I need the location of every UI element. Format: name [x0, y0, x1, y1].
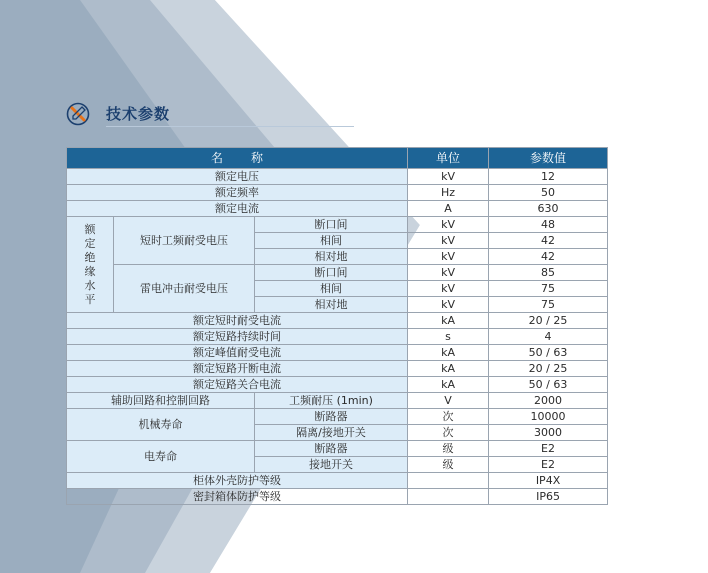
row-name: 断口间 [255, 217, 408, 233]
table-row [67, 201, 608, 217]
row-subname: 工频耐压 (1min) [255, 393, 408, 409]
lightning-impulse-label: 雷电冲击耐受电压 [114, 265, 255, 313]
table-row [67, 313, 608, 329]
row-value: 3000 [489, 425, 608, 441]
row-value: 75 [489, 281, 608, 297]
header-name: 名称 [67, 148, 408, 169]
table-row [67, 489, 608, 505]
row-name: 额定短路关合电流 [67, 377, 408, 393]
row-name: 柜体外壳防护等级 [67, 473, 408, 489]
section-heading [66, 100, 356, 128]
row-value: 10000 [489, 409, 608, 425]
table-row [67, 185, 608, 201]
row-name: 额定电流 [67, 201, 408, 217]
table-row [67, 473, 608, 489]
row-value: 20 / 25 [489, 361, 608, 377]
row-unit: s [408, 329, 489, 345]
row-value: E2 [489, 441, 608, 457]
mechanical-life-label: 机械寿命 [67, 409, 255, 441]
row-unit: kV [408, 297, 489, 313]
row-unit: kA [408, 345, 489, 361]
table-header-row [67, 148, 608, 169]
row-value: 75 [489, 297, 608, 313]
insulation-level-label: 额 定 绝 缘 水 平 [67, 217, 114, 313]
row-name: 额定频率 [67, 185, 408, 201]
row-value: IP4X [489, 473, 608, 489]
electrical-life-label: 电寿命 [67, 441, 255, 473]
table-row [67, 265, 608, 281]
spec-table [66, 147, 608, 505]
table-row [67, 217, 608, 233]
table-row [67, 361, 608, 377]
row-name: 额定峰值耐受电流 [67, 345, 408, 361]
row-value: 12 [489, 169, 608, 185]
row-value: 2000 [489, 393, 608, 409]
wrench-pencil-icon [66, 102, 90, 126]
row-unit: kV [408, 265, 489, 281]
row-unit: 级 [408, 457, 489, 473]
row-unit: 次 [408, 409, 489, 425]
row-unit: A [408, 201, 489, 217]
header-unit: 单位 [408, 148, 489, 169]
table-row [67, 169, 608, 185]
row-unit: 次 [408, 425, 489, 441]
row-name: 相间 [255, 233, 408, 249]
row-unit: kV [408, 217, 489, 233]
row-value: 630 [489, 201, 608, 217]
row-value: 42 [489, 249, 608, 265]
row-value: 4 [489, 329, 608, 345]
table-row [67, 393, 608, 409]
table-row [67, 345, 608, 361]
row-name: 隔离/接地开关 [255, 425, 408, 441]
row-unit: kV [408, 249, 489, 265]
row-name: 接地开关 [255, 457, 408, 473]
table-row [67, 329, 608, 345]
row-value: 50 / 63 [489, 345, 608, 361]
table-row [67, 441, 608, 457]
row-name: 相对地 [255, 297, 408, 313]
row-name: 额定短时耐受电流 [67, 313, 408, 329]
row-name: 相间 [255, 281, 408, 297]
row-name: 断路器 [255, 441, 408, 457]
row-unit: V [408, 393, 489, 409]
power-frequency-label: 短时工频耐受电压 [114, 217, 255, 265]
row-value: 50 [489, 185, 608, 201]
table-row [67, 377, 608, 393]
row-name: 额定电压 [67, 169, 408, 185]
row-value: 48 [489, 217, 608, 233]
row-value: IP65 [489, 489, 608, 505]
row-unit: kA [408, 377, 489, 393]
row-unit: 级 [408, 441, 489, 457]
row-value: E2 [489, 457, 608, 473]
row-unit: kV [408, 281, 489, 297]
row-unit: kA [408, 313, 489, 329]
heading-divider [106, 126, 354, 127]
row-name: 断路器 [255, 409, 408, 425]
row-unit: kV [408, 169, 489, 185]
row-name: 额定短路开断电流 [67, 361, 408, 377]
row-name: 断口间 [255, 265, 408, 281]
table-row [67, 409, 608, 425]
row-value: 42 [489, 233, 608, 249]
row-name: 辅助回路和控制回路 [67, 393, 255, 409]
section-title: 技术参数 [106, 105, 171, 123]
row-unit [408, 473, 489, 489]
row-value: 85 [489, 265, 608, 281]
row-unit [408, 489, 489, 505]
row-name: 额定短路持续时间 [67, 329, 408, 345]
row-unit: kA [408, 361, 489, 377]
header-value: 参数值 [489, 148, 608, 169]
row-name: 相对地 [255, 249, 408, 265]
row-value: 20 / 25 [489, 313, 608, 329]
row-unit: Hz [408, 185, 489, 201]
row-name: 密封箱体防护等级 [67, 489, 408, 505]
row-unit: kV [408, 233, 489, 249]
row-value: 50 / 63 [489, 377, 608, 393]
